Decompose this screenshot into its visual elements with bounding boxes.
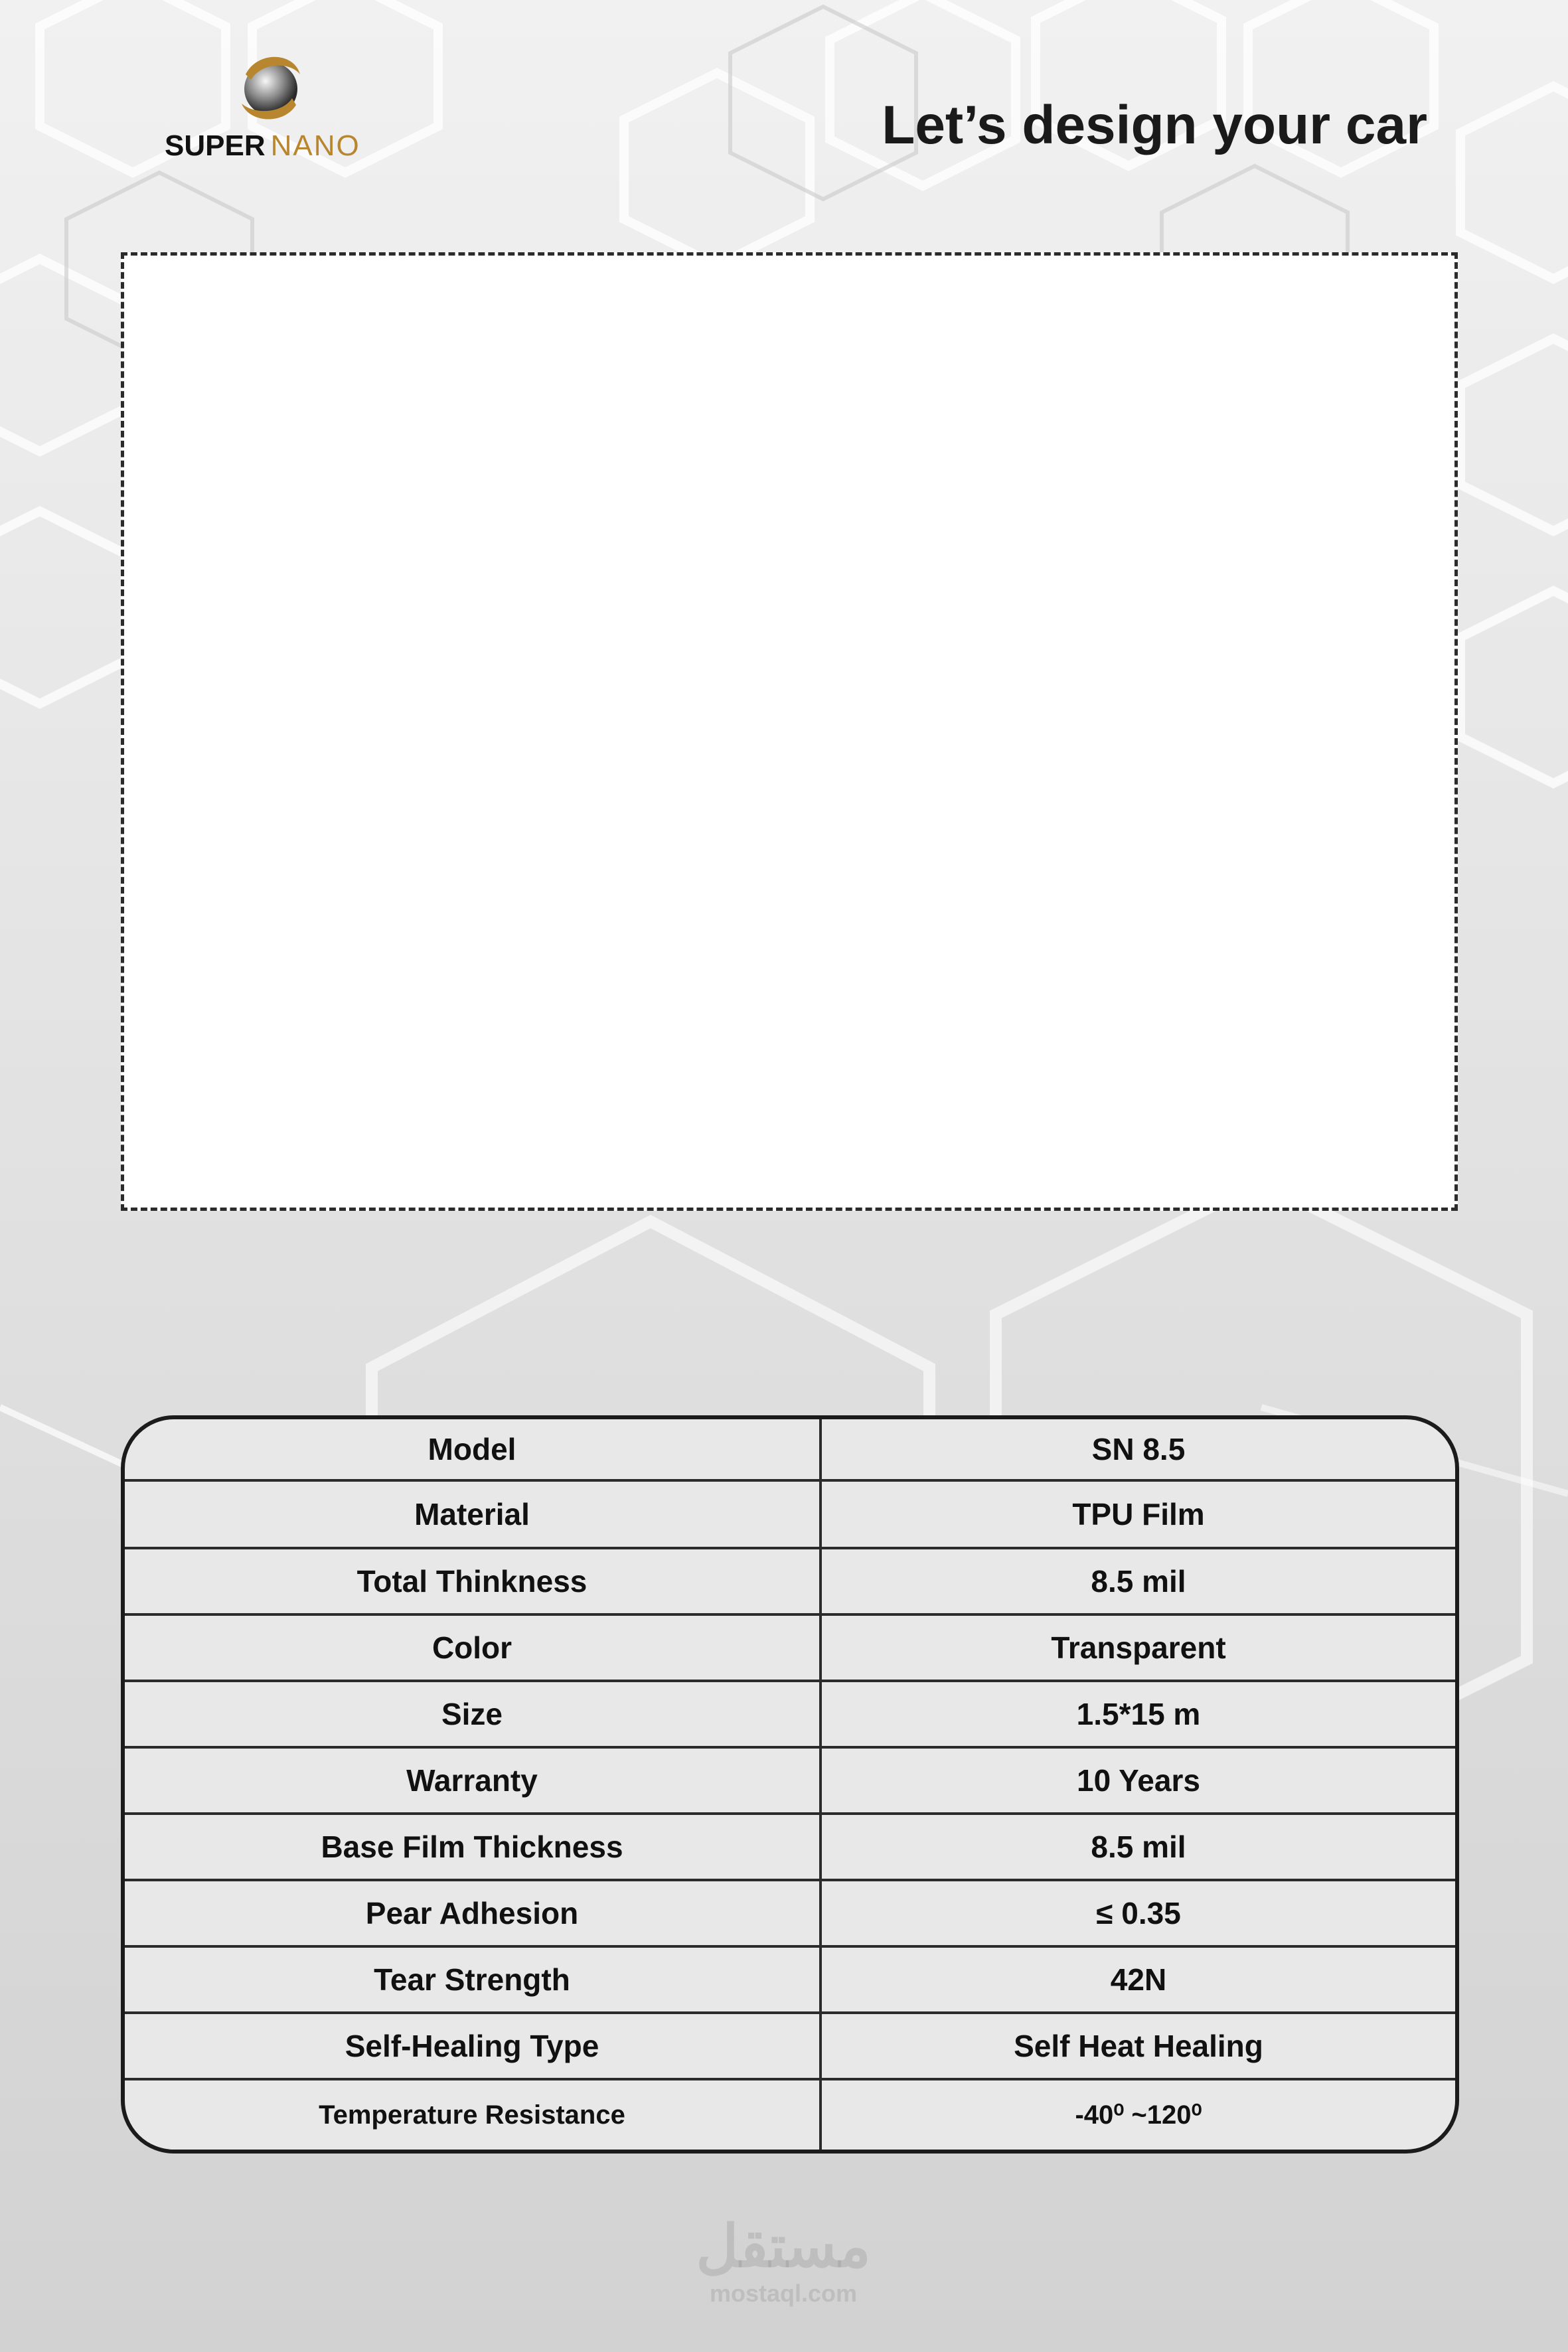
- brand-name-nano: NANO: [270, 129, 360, 162]
- spec-value: SN 8.5: [1091, 1432, 1186, 1466]
- spec-value: 42N: [1110, 1962, 1167, 1997]
- spec-row: [125, 1482, 1455, 1549]
- page-headline: Let’s design your car: [882, 95, 1427, 155]
- spec-label: Model: [125, 1419, 822, 1479]
- spec-row: [125, 2080, 1455, 2150]
- spec-value: Transparent: [1051, 1630, 1226, 1665]
- spec-label: Size: [125, 1682, 822, 1746]
- brand-logo: [165, 48, 390, 174]
- spec-label: Temperature Resistance: [125, 2080, 822, 2150]
- spec-label: Self-Healing Type: [125, 2014, 822, 2078]
- watermark: [664, 2213, 903, 2308]
- spec-row: [125, 1881, 1455, 1948]
- spec-value: ≤ 0.35: [1096, 1896, 1181, 1930]
- sphere-logo-icon: [231, 48, 311, 127]
- spec-label: Base Film Thickness: [125, 1815, 822, 1879]
- spec-value: -40⁰ ~120⁰: [1075, 2100, 1202, 2130]
- spec-row: [125, 1549, 1455, 1616]
- spec-label: Total Thinkness: [125, 1549, 822, 1613]
- spec-value: TPU Film: [1072, 1497, 1205, 1531]
- spec-row: [125, 1616, 1455, 1682]
- car-image-placeholder: [121, 252, 1458, 1211]
- watermark-arabic: مستقل: [696, 2213, 871, 2279]
- spec-value: Self Heat Healing: [1014, 2029, 1263, 2063]
- spec-label: Material: [125, 1482, 822, 1547]
- spec-row: [125, 1948, 1455, 2014]
- spec-row: [125, 1815, 1455, 1881]
- spec-label: Warranty: [125, 1749, 822, 1812]
- spec-label: Color: [125, 1616, 822, 1680]
- brand-name-super: SUPER: [165, 129, 266, 162]
- spec-label: Tear Strength: [125, 1948, 822, 2011]
- spec-value: 8.5 mil: [1091, 1830, 1186, 1864]
- spec-row: [125, 1682, 1455, 1749]
- watermark-latin: mostaql.com: [709, 2280, 858, 2307]
- specifications-table: [121, 1415, 1459, 2154]
- spec-row: [125, 1419, 1455, 1482]
- spec-row: [125, 1749, 1455, 1815]
- spec-row: [125, 2014, 1455, 2080]
- spec-value: 10 Years: [1077, 1763, 1200, 1798]
- spec-value: 1.5*15 m: [1076, 1697, 1201, 1731]
- spec-value: 8.5 mil: [1091, 1564, 1186, 1599]
- spec-label: Pear Adhesion: [125, 1881, 822, 1945]
- brand-wordmark: [165, 131, 360, 161]
